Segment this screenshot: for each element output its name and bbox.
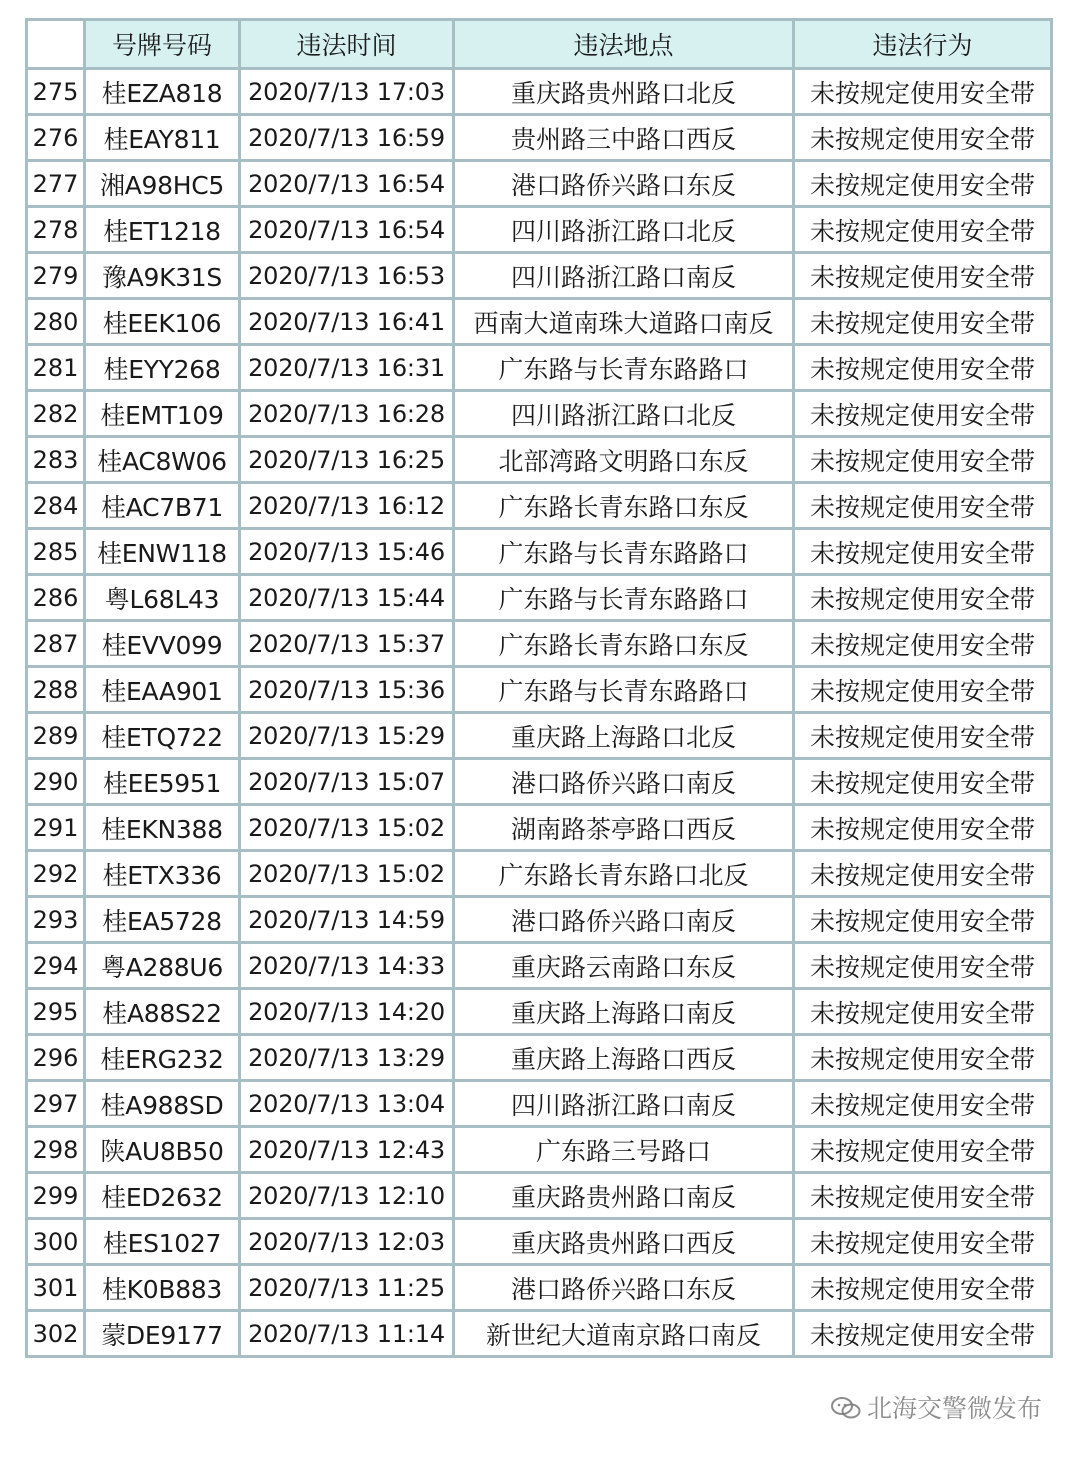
violation-time: 2020/7/13 16:25 [240,437,454,483]
violation-time: 2020/7/13 11:25 [240,1265,454,1311]
violation-behavior: 未按规定使用安全带 [794,1219,1052,1265]
row-index: 288 [27,667,85,713]
violation-location: 广东路长青东路口东反 [454,483,794,529]
table-row [27,621,1052,667]
violation-location: 港口路侨兴路口南反 [454,759,794,805]
violation-location: 四川路浙江路口北反 [454,391,794,437]
table-row [27,299,1052,345]
plate-number: 桂ENW118 [85,529,240,575]
violation-location: 重庆路贵州路口西反 [454,1219,794,1265]
violation-time: 2020/7/13 16:31 [240,345,454,391]
violation-time: 2020/7/13 14:59 [240,897,454,943]
violation-time: 2020/7/13 15:02 [240,851,454,897]
violation-location: 广东路与长青东路路口 [454,667,794,713]
violation-behavior: 未按规定使用安全带 [794,1081,1052,1127]
header-row [27,20,1052,69]
table-row [27,851,1052,897]
plate-number: 桂ET1218 [85,207,240,253]
row-index: 300 [27,1219,85,1265]
violation-location: 重庆路贵州路口南反 [454,1173,794,1219]
row-index: 298 [27,1127,85,1173]
table-row [27,253,1052,299]
violation-location: 贵州路三中路口西反 [454,115,794,161]
plate-number: 桂ETX336 [85,851,240,897]
row-index: 291 [27,805,85,851]
plate-number: 桂EVV099 [85,621,240,667]
table-row [27,483,1052,529]
plate-number: 陕AU8B50 [85,1127,240,1173]
violation-location: 广东路长青东路口东反 [454,621,794,667]
violation-behavior: 未按规定使用安全带 [794,253,1052,299]
violation-behavior: 未按规定使用安全带 [794,1265,1052,1311]
violation-behavior: 未按规定使用安全带 [794,299,1052,345]
row-index: 278 [27,207,85,253]
table-row [27,391,1052,437]
plate-number: 桂EAA901 [85,667,240,713]
header-violation-location: 违法地点 [454,20,794,69]
violation-behavior: 未按规定使用安全带 [794,759,1052,805]
table-row [27,897,1052,943]
plate-number: 桂ES1027 [85,1219,240,1265]
violation-behavior: 未按规定使用安全带 [794,69,1052,115]
table-row [27,1311,1052,1357]
violation-behavior: 未按规定使用安全带 [794,161,1052,207]
violation-location: 重庆路上海路口南反 [454,989,794,1035]
violation-time: 2020/7/13 16:28 [240,391,454,437]
violation-behavior: 未按规定使用安全带 [794,1127,1052,1173]
table-row [27,437,1052,483]
violation-behavior: 未按规定使用安全带 [794,345,1052,391]
table-row [27,1265,1052,1311]
row-index: 287 [27,621,85,667]
violation-behavior: 未按规定使用安全带 [794,483,1052,529]
row-index: 276 [27,115,85,161]
violation-time: 2020/7/13 12:10 [240,1173,454,1219]
violation-behavior: 未按规定使用安全带 [794,207,1052,253]
violation-time: 2020/7/13 15:36 [240,667,454,713]
table-body [27,69,1052,1357]
plate-number: 蒙DE9177 [85,1311,240,1357]
violation-behavior: 未按规定使用安全带 [794,805,1052,851]
violation-location: 重庆路云南路口东反 [454,943,794,989]
plate-number: 桂ETQ722 [85,713,240,759]
violation-time: 2020/7/13 14:33 [240,943,454,989]
violation-location: 四川路浙江路口南反 [454,253,794,299]
table-row [27,345,1052,391]
violation-time: 2020/7/13 16:54 [240,207,454,253]
violation-time: 2020/7/13 12:03 [240,1219,454,1265]
row-index: 301 [27,1265,85,1311]
plate-number: 桂EKN388 [85,805,240,851]
table-row [27,529,1052,575]
violation-location: 湖南路茶亭路口西反 [454,805,794,851]
violation-location: 四川路浙江路口南反 [454,1081,794,1127]
table-row [27,943,1052,989]
row-index: 297 [27,1081,85,1127]
violation-location: 港口路侨兴路口东反 [454,1265,794,1311]
violation-table [25,18,1053,1358]
violation-time: 2020/7/13 15:02 [240,805,454,851]
violation-location: 重庆路贵州路口北反 [454,69,794,115]
row-index: 286 [27,575,85,621]
violation-time: 2020/7/13 15:07 [240,759,454,805]
violation-time: 2020/7/13 16:54 [240,161,454,207]
row-index: 293 [27,897,85,943]
row-index: 296 [27,1035,85,1081]
plate-number: 桂EE5951 [85,759,240,805]
violation-behavior: 未按规定使用安全带 [794,989,1052,1035]
table-row [27,989,1052,1035]
violation-time: 2020/7/13 13:29 [240,1035,454,1081]
row-index: 280 [27,299,85,345]
violation-location: 北部湾路文明路口东反 [454,437,794,483]
violation-time: 2020/7/13 15:37 [240,621,454,667]
violation-location: 广东路与长青东路路口 [454,575,794,621]
violation-location: 重庆路上海路口西反 [454,1035,794,1081]
plate-number: 粤A288U6 [85,943,240,989]
table-row [27,667,1052,713]
table-row [27,575,1052,621]
violation-time: 2020/7/13 14:20 [240,989,454,1035]
violation-location: 广东路长青东路口北反 [454,851,794,897]
violation-location: 广东路与长青东路路口 [454,345,794,391]
row-index: 290 [27,759,85,805]
row-index: 283 [27,437,85,483]
violation-behavior: 未按规定使用安全带 [794,1311,1052,1357]
violation-behavior: 未按规定使用安全带 [794,1035,1052,1081]
violation-time: 2020/7/13 12:43 [240,1127,454,1173]
table-row [27,115,1052,161]
plate-number: 桂EMT109 [85,391,240,437]
violation-behavior: 未按规定使用安全带 [794,529,1052,575]
plate-number: 桂ED2632 [85,1173,240,1219]
plate-number: 桂EA5728 [85,897,240,943]
violation-location: 广东路三号路口 [454,1127,794,1173]
plate-number: 桂EYY268 [85,345,240,391]
row-index: 292 [27,851,85,897]
row-index: 285 [27,529,85,575]
table-row [27,161,1052,207]
watermark [831,1387,1042,1427]
row-index: 302 [27,1311,85,1357]
row-index: 295 [27,989,85,1035]
violation-time: 2020/7/13 11:14 [240,1311,454,1357]
table-row [27,805,1052,851]
violation-behavior: 未按规定使用安全带 [794,437,1052,483]
violation-location: 四川路浙江路口北反 [454,207,794,253]
violation-location: 新世纪大道南京路口南反 [454,1311,794,1357]
violation-time: 2020/7/13 17:03 [240,69,454,115]
table-row [27,1035,1052,1081]
violation-time: 2020/7/13 13:04 [240,1081,454,1127]
violation-location: 广东路与长青东路路口 [454,529,794,575]
wechat-icon [831,1396,861,1418]
violation-time: 2020/7/13 16:53 [240,253,454,299]
violation-table-container [25,18,1050,1358]
header-violation-behavior: 违法行为 [794,20,1052,69]
header-plate-number: 号牌号码 [85,20,240,69]
plate-number: 豫A9K31S [85,253,240,299]
table-row [27,713,1052,759]
plate-number: 湘A98HC5 [85,161,240,207]
violation-location: 港口路侨兴路口东反 [454,161,794,207]
violation-behavior: 未按规定使用安全带 [794,851,1052,897]
plate-number: 桂AC8W06 [85,437,240,483]
violation-behavior: 未按规定使用安全带 [794,943,1052,989]
table-row [27,1173,1052,1219]
violation-behavior: 未按规定使用安全带 [794,713,1052,759]
header-index [27,20,85,69]
row-index: 279 [27,253,85,299]
row-index: 277 [27,161,85,207]
violation-behavior: 未按规定使用安全带 [794,667,1052,713]
violation-behavior: 未按规定使用安全带 [794,621,1052,667]
table-row [27,1127,1052,1173]
plate-number: 桂EEK106 [85,299,240,345]
row-index: 299 [27,1173,85,1219]
header-violation-time: 违法时间 [240,20,454,69]
plate-number: 桂AC7B71 [85,483,240,529]
violation-location: 港口路侨兴路口南反 [454,897,794,943]
row-index: 281 [27,345,85,391]
plate-number: 桂A88S22 [85,989,240,1035]
violation-location: 西南大道南珠大道路口南反 [454,299,794,345]
row-index: 284 [27,483,85,529]
row-index: 282 [27,391,85,437]
violation-behavior: 未按规定使用安全带 [794,575,1052,621]
violation-location: 重庆路上海路口北反 [454,713,794,759]
table-row [27,1219,1052,1265]
plate-number: 桂ERG232 [85,1035,240,1081]
violation-time: 2020/7/13 16:12 [240,483,454,529]
table-row [27,1081,1052,1127]
violation-time: 2020/7/13 16:59 [240,115,454,161]
violation-time: 2020/7/13 15:29 [240,713,454,759]
violation-behavior: 未按规定使用安全带 [794,115,1052,161]
plate-number: 桂A988SD [85,1081,240,1127]
table-row [27,207,1052,253]
table-row [27,69,1052,115]
violation-behavior: 未按规定使用安全带 [794,897,1052,943]
violation-time: 2020/7/13 16:41 [240,299,454,345]
table-row [27,759,1052,805]
violation-behavior: 未按规定使用安全带 [794,1173,1052,1219]
row-index: 294 [27,943,85,989]
plate-number: 桂EZA818 [85,69,240,115]
plate-number: 粤L68L43 [85,575,240,621]
row-index: 289 [27,713,85,759]
watermark-text: 北海交警微发布 [866,1394,1042,1423]
row-index: 275 [27,69,85,115]
violation-behavior: 未按规定使用安全带 [794,391,1052,437]
plate-number: 桂EAY811 [85,115,240,161]
violation-time: 2020/7/13 15:46 [240,529,454,575]
violation-time: 2020/7/13 15:44 [240,575,454,621]
table-header [27,20,1052,69]
plate-number: 桂K0B883 [85,1265,240,1311]
